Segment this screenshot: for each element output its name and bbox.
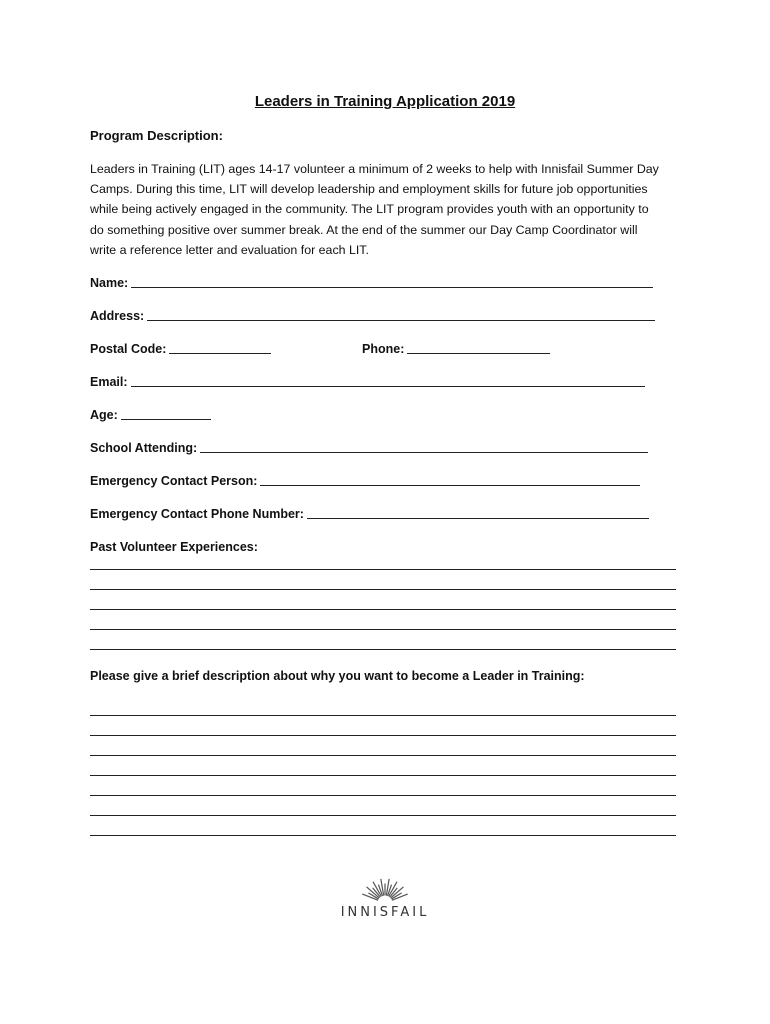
emergency-phone-field[interactable] — [90, 503, 649, 521]
address-label: Address: — [90, 309, 145, 323]
postal-code-label: Postal Code: — [90, 342, 167, 356]
emergency-person-label: Emergency Contact Person: — [90, 474, 258, 488]
program-description-heading: Program Description: — [90, 128, 223, 143]
email-label: Email: — [90, 375, 128, 389]
why-answer-line[interactable] — [90, 795, 676, 796]
description-line: Camps. During this time, LIT will develop leadership and employment skills for future job opportunities — [90, 182, 648, 197]
description-line: do something positive over summer break. At the end of the summer our Day Camp Coordinator will — [90, 222, 638, 237]
description-line: write a reference letter and evaluation for each LIT. — [90, 242, 369, 257]
past-volunteer-line[interactable] — [90, 589, 676, 590]
postal-code-field[interactable] — [90, 338, 271, 356]
why-answer-line[interactable] — [90, 755, 676, 756]
phone-line[interactable] — [407, 353, 550, 354]
phone-field[interactable] — [362, 338, 550, 356]
phone-label: Phone: — [362, 342, 405, 356]
address-field[interactable] — [90, 305, 655, 323]
sunburst-icon — [353, 873, 417, 903]
emergency-person-field[interactable] — [90, 470, 640, 488]
past-volunteer-line[interactable] — [90, 649, 676, 650]
name-line[interactable] — [131, 287, 653, 288]
email-line[interactable] — [131, 386, 645, 387]
why-prompt: Please give a brief description about why you want to become a Leader in Training: — [90, 669, 585, 683]
past-volunteer-line[interactable] — [90, 569, 676, 570]
why-answer-line[interactable] — [90, 835, 676, 836]
age-field[interactable] — [90, 404, 211, 422]
description-line: Leaders in Training (LIT) ages 14-17 volunteer a minimum of 2 weeks to help with Innisfail Summer Day — [90, 162, 659, 176]
postal-code-line[interactable] — [169, 353, 271, 354]
address-line[interactable] — [147, 320, 655, 321]
emergency-phone-label: Emergency Contact Phone Number: — [90, 507, 304, 521]
past-volunteer-line[interactable] — [90, 629, 676, 630]
past-volunteer-label: Past Volunteer Experiences: — [90, 540, 258, 554]
description-line: while being actively engaged in the community. The LIT program provides youth with an opportunity to — [90, 202, 649, 217]
innisfail-logo — [325, 873, 445, 923]
why-answer-line[interactable] — [90, 775, 676, 776]
school-label: School Attending: — [90, 441, 198, 455]
emergency-phone-line[interactable] — [307, 518, 649, 519]
school-line[interactable] — [200, 452, 648, 453]
past-volunteer-line[interactable] — [90, 609, 676, 610]
email-field[interactable] — [90, 371, 645, 389]
name-label: Name: — [90, 276, 129, 290]
program-description — [90, 159, 690, 260]
page-title: Leaders in Training Application 2019 — [254, 93, 516, 110]
name-field[interactable] — [90, 272, 653, 290]
past-volunteer-field — [90, 536, 258, 554]
age-line[interactable] — [121, 419, 211, 420]
why-answer-line[interactable] — [90, 735, 676, 736]
school-field[interactable] — [90, 437, 648, 455]
why-answer-line[interactable] — [90, 815, 676, 816]
logo-text: INNISFAIL — [340, 905, 430, 920]
age-label: Age: — [90, 408, 118, 422]
why-answer-line[interactable] — [90, 715, 676, 716]
emergency-person-line[interactable] — [260, 485, 640, 486]
